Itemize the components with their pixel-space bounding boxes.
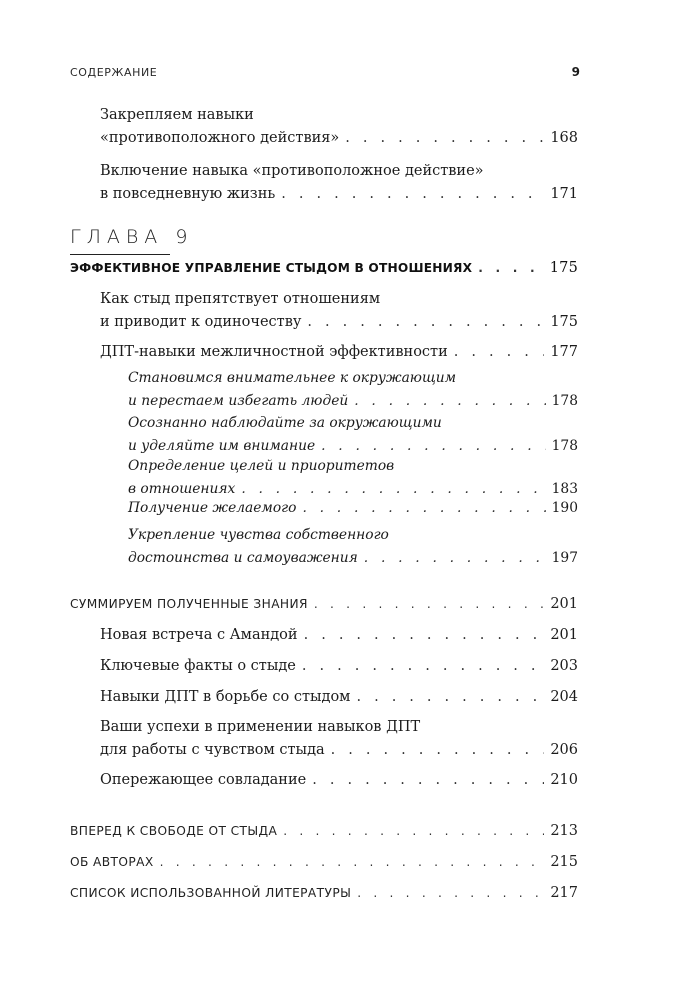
toc-entry-page: 210 [550,772,578,788]
toc-section-heading[interactable] [70,593,578,616]
toc-entry-title-cont: «противоположного действия» [100,130,340,146]
toc-entry-page: 168 [550,130,578,146]
toc-entry[interactable] [100,769,578,792]
toc-subentry[interactable] [128,497,578,520]
dot-leader [304,624,545,647]
dot-leader [345,127,544,150]
running-header-title: СОДЕРЖАНИЕ [70,66,158,79]
toc-section-heading[interactable] [70,882,578,905]
toc-entry-page: 197 [551,550,578,566]
toc-entry-title: Включение навыка «противоположное действие» [100,163,484,179]
toc-entry-title: Закрепляем навыки [100,107,254,123]
dot-leader [357,882,544,905]
dot-leader [312,769,544,792]
dot-leader [331,739,545,762]
toc-entry-title-cont: и приводит к одиночеству [100,314,302,330]
toc-entry-title: Навыки ДПТ в борьбе со стыдом [100,689,351,705]
toc-entry-page: 175 [550,314,578,330]
toc-entry-title: СУММИРУЕМ ПОЛУЧЕННЫЕ ЗНАНИЯ [70,597,308,611]
toc-entry-title-cont: и перестаем избегать людей [128,393,349,409]
toc-entry[interactable] [100,160,578,206]
toc-entry-title: ЭФФЕКТИВНОЕ УПРАВЛЕНИЕ СТЫДОМ В ОТНОШЕНИЯХ [70,261,473,275]
toc-entry-title: Новая встреча с Амандой [100,627,298,643]
toc-entry-title: Опережающее совладание [100,772,307,788]
toc-subentry[interactable] [128,412,578,458]
toc-entry-page: 171 [550,186,578,202]
toc-entry[interactable] [100,288,578,334]
running-header [70,66,580,84]
toc-entry-title: ВПЕРЕД К СВОБОДЕ ОТ СТЫДА [70,824,278,838]
toc-entry[interactable] [100,686,578,709]
toc-entry-page: 204 [550,689,578,705]
toc-subentry[interactable] [128,367,578,413]
toc-entry-title: Определение целей и приоритетов [128,458,395,474]
dot-leader [354,390,545,413]
toc-entry-page: 217 [550,885,578,901]
toc-entry-title: Ключевые факты о стыде [100,658,296,674]
chapter-label: ГЛАВА 9 [70,226,194,248]
toc-section-heading[interactable] [70,820,578,843]
dot-leader [160,851,545,874]
toc-entry-page: 178 [551,393,578,409]
toc-entry-title: Становимся внимательнее к окружающим [128,370,457,386]
toc-entry[interactable] [100,104,578,150]
toc-entry-page: 190 [551,500,578,516]
toc-entry-page: 201 [550,596,578,612]
toc-entry-title: Получение желаемого [128,500,297,516]
toc-entry-page: 215 [550,854,578,870]
toc-entry-title: Как стыд препятствует отношениям [100,291,381,307]
dot-leader [454,341,545,364]
dot-leader [283,820,544,843]
toc-entry-page: 213 [550,823,578,839]
toc-entry-page: 206 [550,742,578,758]
toc-entry-page: 183 [551,481,578,497]
toc-entry-title-cont: и уделяйте им внимание [128,438,316,454]
toc-entry-page: 201 [550,627,578,643]
dot-leader [281,183,544,206]
dot-leader [364,547,546,570]
toc-entry-title: Осознанно наблюдайте за окружающими [128,415,442,431]
dot-leader [478,257,544,280]
toc-entry-page: 175 [549,260,578,276]
toc-entry-title: ДПТ-навыки межличностной эффективности [100,344,448,360]
page-number: 9 [571,65,580,79]
dot-leader [307,311,544,334]
chapter-rule [70,254,170,255]
toc-entry-title-cont: для работы с чувством стыда [100,742,325,758]
toc-entry-title-cont: в повседневную жизнь [100,186,276,202]
toc-entry-title-cont: достоинства и самоуважения [128,550,358,566]
toc-entry-title: Ваши успехи в применении навыков ДПТ [100,719,421,735]
dot-leader [302,655,544,678]
toc-entry[interactable] [100,655,578,678]
dot-leader [356,686,544,709]
toc-entry[interactable] [100,716,578,762]
toc-chapter-heading[interactable] [70,257,578,280]
toc-entry-page: 178 [551,438,578,454]
toc-subentry[interactable] [128,524,578,570]
toc-entry[interactable] [100,624,578,647]
toc-subentry[interactable] [128,455,578,501]
toc-entry-page: 203 [550,658,578,674]
dot-leader [302,497,545,520]
toc-entry-title: ОБ АВТОРАХ [70,855,154,869]
toc-entry-title: СПИСОК ИСПОЛЬЗОВАННОЙ ЛИТЕРАТУРЫ [70,886,352,900]
toc-entry-title: Укрепление чувства собственного [128,527,389,543]
dot-leader [314,593,544,616]
toc-entry[interactable] [100,341,578,364]
toc-entry-page: 177 [550,344,578,360]
toc-entry-title-cont: в отношениях [128,481,236,497]
toc-section-heading[interactable] [70,851,578,874]
